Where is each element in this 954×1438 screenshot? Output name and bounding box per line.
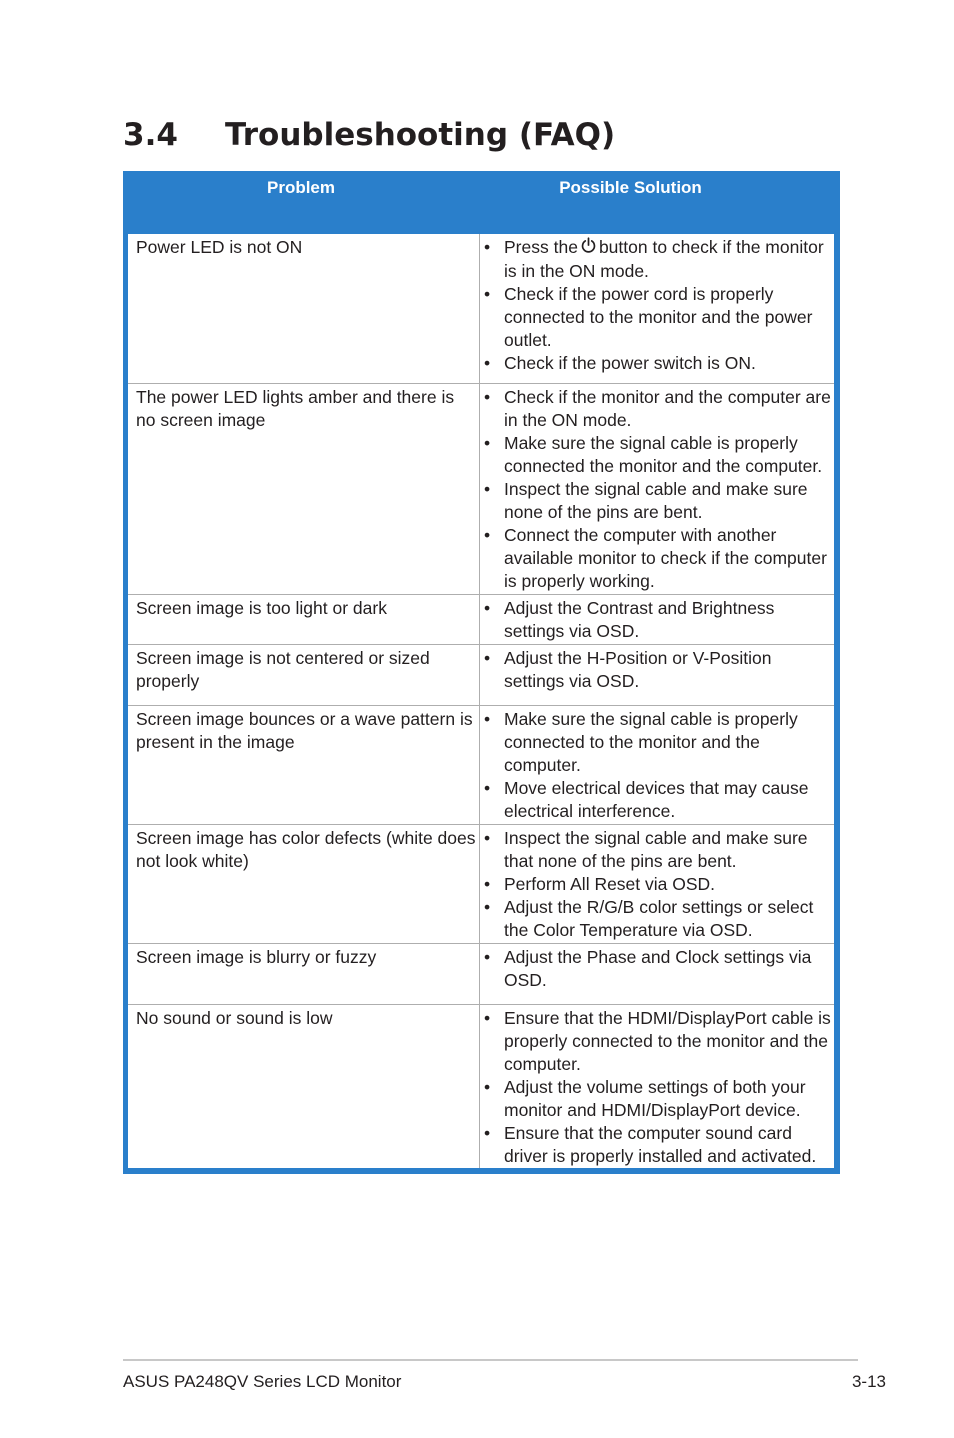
column-divider bbox=[479, 645, 480, 705]
solution-list bbox=[483, 597, 833, 643]
solution-list bbox=[483, 708, 833, 823]
solution-item: • Perform All Reset via OSD. bbox=[483, 873, 833, 896]
footer-page-number: 3-13 bbox=[851, 1372, 886, 1391]
problem-cell: Screen image is not centered or sized properly bbox=[136, 648, 430, 691]
header-problem: Problem bbox=[266, 178, 336, 197]
column-divider bbox=[479, 1005, 480, 1168]
table-row bbox=[128, 824, 834, 943]
solution-item: • Make sure the signal cable is properly connected the monitor and the computer. bbox=[483, 432, 833, 478]
footer-product-name: ASUS PA248QV Series LCD Monitor bbox=[123, 1372, 402, 1391]
solution-item: • Adjust the R/G/B color settings or select the Color Temperature via OSD. bbox=[483, 896, 833, 942]
solution-item: • Make sure the signal cable is properly connected to the monitor and the computer. bbox=[483, 708, 833, 777]
problem-cell: Screen image is too light or dark bbox=[136, 598, 387, 618]
solution-item: • Ensure that the computer sound card driver is properly installed and activated. bbox=[483, 1122, 833, 1168]
header-solution: Possible Solution bbox=[559, 178, 702, 197]
solution-list bbox=[483, 946, 833, 992]
section-number: 3.4 bbox=[123, 117, 178, 153]
table-row bbox=[128, 383, 834, 594]
power-icon bbox=[580, 237, 597, 260]
faq-table bbox=[123, 171, 840, 1174]
problem-cell: Power LED is not ON bbox=[136, 237, 303, 257]
column-divider bbox=[479, 944, 480, 1004]
solution-list bbox=[483, 1007, 833, 1168]
solution-item bbox=[483, 236, 833, 283]
solution-item: • Inspect the signal cable and make sure none of the pins are bent. bbox=[483, 478, 833, 524]
solution-list bbox=[483, 827, 833, 942]
solution-list bbox=[483, 647, 833, 693]
column-divider bbox=[479, 234, 480, 383]
solution-text-after-icon: button to check if the monitor is in the ON mode. bbox=[504, 237, 824, 281]
solution-text-before-icon: Press the bbox=[504, 237, 578, 257]
solution-item: • Adjust the Phase and Clock settings via OSD. bbox=[483, 946, 833, 992]
solution-item: • Check if the monitor and the computer are in the ON mode. bbox=[483, 386, 833, 432]
solution-item: • Connect the computer with another available monitor to check if the computer is properly working. bbox=[483, 524, 833, 593]
solution-item: • Inspect the signal cable and make sure that none of the pins are bent. bbox=[483, 827, 833, 873]
solution-list bbox=[483, 386, 833, 593]
column-divider bbox=[479, 595, 480, 644]
solution-item: • Check if the power switch is ON. bbox=[483, 352, 833, 375]
table-row bbox=[128, 644, 834, 705]
section-heading bbox=[123, 112, 615, 158]
footer-rule bbox=[123, 1359, 858, 1361]
column-divider bbox=[479, 706, 480, 824]
table-body bbox=[128, 234, 834, 1168]
problem-cell: The power LED lights amber and there is no screen image bbox=[136, 387, 455, 430]
column-divider bbox=[479, 384, 480, 594]
solution-item: • Adjust the H-Position or V-Position settings via OSD. bbox=[483, 647, 833, 693]
table-row bbox=[128, 705, 834, 824]
solution-item: • Adjust the Contrast and Brightness settings via OSD. bbox=[483, 597, 833, 643]
section-title: Troubleshooting (FAQ) bbox=[225, 117, 616, 153]
solution-item: • Adjust the volume settings of both your monitor and HDMI/DisplayPort device. bbox=[483, 1076, 833, 1122]
table-row bbox=[128, 594, 834, 644]
table-header bbox=[123, 171, 840, 234]
table-row bbox=[128, 234, 834, 383]
solution-item: • Move electrical devices that may cause electrical interference. bbox=[483, 777, 833, 823]
solution-item: • Check if the power cord is properly connected to the monitor and the power outlet. bbox=[483, 283, 833, 352]
solution-item: • Ensure that the HDMI/DisplayPort cable is properly connected to the monitor and the computer. bbox=[483, 1007, 833, 1076]
column-divider bbox=[479, 825, 480, 943]
table-row bbox=[128, 943, 834, 1004]
problem-cell: Screen image is blurry or fuzzy bbox=[136, 947, 377, 967]
table-row bbox=[128, 1004, 834, 1168]
solution-list bbox=[483, 236, 833, 375]
problem-cell: No sound or sound is low bbox=[136, 1008, 333, 1028]
problem-cell: Screen image bounces or a wave pattern is present in the image bbox=[136, 709, 473, 752]
problem-cell: Screen image has color defects (white does not look white) bbox=[136, 828, 476, 871]
